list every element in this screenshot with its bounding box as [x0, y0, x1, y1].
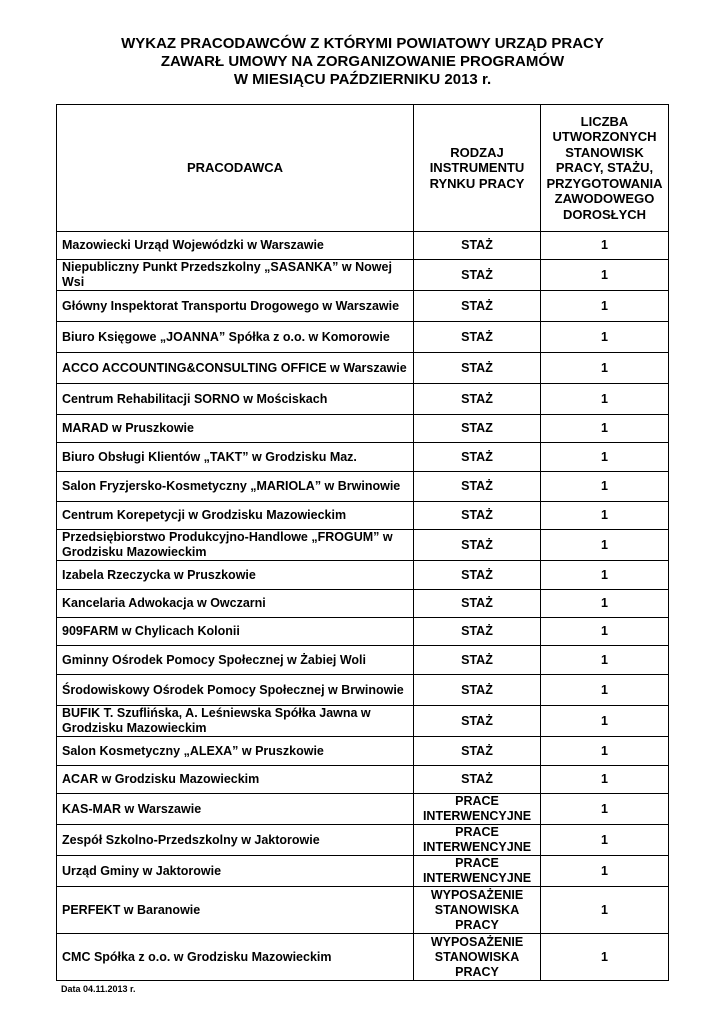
instrument-cell: PRACE INTERWENCYJNE	[414, 794, 541, 825]
table-row	[57, 322, 669, 353]
table-row	[57, 706, 669, 737]
employer-cell: Zespół Szkolno-Przedszkolny w Jaktorowie	[57, 825, 414, 856]
employer-cell: Salon Fryzjersko-Kosmetyczny „MARIOLA” w Brwinowie	[57, 472, 414, 502]
instrument-cell: PRACE INTERWENCYJNE	[414, 825, 541, 856]
instrument-cell: STAZ	[414, 415, 541, 443]
count-cell: 1	[541, 646, 669, 675]
count-cell: 1	[541, 561, 669, 590]
employer-cell: ACCO ACCOUNTING&CONSULTING OFFICE w Warszawie	[57, 353, 414, 384]
count-cell: 1	[541, 322, 669, 353]
table-row	[57, 384, 669, 415]
count-cell: 1	[541, 887, 669, 934]
employer-cell: Salon Kosmetyczny „ALEXA” w Pruszkowie	[57, 737, 414, 766]
employer-cell: KAS-MAR w Warszawie	[57, 794, 414, 825]
header-instrument: RODZAJ INSTRUMENTU RYNKU PRACY	[414, 105, 541, 232]
employer-cell: Niepubliczny Punkt Przedszkolny „SASANKA” w Nowej Wsi	[57, 260, 414, 291]
instrument-cell: STAŻ	[414, 443, 541, 472]
table-row	[57, 737, 669, 766]
instrument-cell: STAŻ	[414, 384, 541, 415]
document-title	[0, 35, 725, 89]
instrument-cell: STAŻ	[414, 766, 541, 794]
count-cell: 1	[541, 590, 669, 618]
table-row	[57, 618, 669, 646]
employer-cell: Główny Inspektorat Transportu Drogowego w Warszawie	[57, 291, 414, 322]
instrument-cell: STAŻ	[414, 530, 541, 561]
instrument-cell: WYPOSAŻENIE STANOWISKA PRACY	[414, 934, 541, 981]
table-row	[57, 887, 669, 934]
title-line-3: W MIESIĄCU PAŹDZIERNIKU 2013 r.	[233, 71, 492, 88]
employer-cell: Biuro Obsługi Klientów „TAKT” w Grodzisku Maz.	[57, 443, 414, 472]
instrument-cell: STAŻ	[414, 353, 541, 384]
instrument-cell: STAŻ	[414, 646, 541, 675]
employer-cell: Centrum Rehabilitacji SORNO w Mościskach	[57, 384, 414, 415]
table-row	[57, 675, 669, 706]
table-row	[57, 232, 669, 260]
table-row	[57, 934, 669, 981]
count-cell: 1	[541, 443, 669, 472]
count-cell: 1	[541, 618, 669, 646]
count-cell: 1	[541, 934, 669, 981]
employers-table	[56, 104, 669, 981]
count-cell: 1	[541, 706, 669, 737]
header-count: LICZBA UTWORZONYCH STANOWISK PRACY, STAŻU, PRZYGOTOWANIA ZAWODOWEGO DOROSŁYCH	[541, 105, 669, 232]
table-row	[57, 443, 669, 472]
employer-cell: Urząd Gminy w Jaktorowie	[57, 856, 414, 887]
employer-cell: 909FARM w Chylicach Kolonii	[57, 618, 414, 646]
count-cell: 1	[541, 794, 669, 825]
table-header-row	[57, 105, 669, 232]
count-cell: 1	[541, 353, 669, 384]
table-row	[57, 646, 669, 675]
instrument-cell: STAŻ	[414, 472, 541, 502]
table-row	[57, 766, 669, 794]
title-line-2: ZAWARŁ UMOWY NA ZORGANIZOWANIE PROGRAMÓW	[160, 53, 565, 70]
count-cell: 1	[541, 675, 669, 706]
instrument-cell: PRACE INTERWENCYJNE	[414, 856, 541, 887]
count-cell: 1	[541, 530, 669, 561]
instrument-cell: STAŻ	[414, 561, 541, 590]
count-cell: 1	[541, 232, 669, 260]
document-date: Data 04.11.2013 r.	[61, 984, 136, 994]
count-cell: 1	[541, 291, 669, 322]
instrument-cell: STAŻ	[414, 737, 541, 766]
employer-cell: Środowiskowy Ośrodek Pomocy Społecznej w Brwinowie	[57, 675, 414, 706]
instrument-cell: STAŻ	[414, 291, 541, 322]
table-row	[57, 530, 669, 561]
table-body	[57, 232, 669, 981]
instrument-cell: STAŻ	[414, 706, 541, 737]
count-cell: 1	[541, 384, 669, 415]
employer-cell: BUFIK T. Szuflińska, A. Leśniewska Spółka Jawna w Grodzisku Mazowieckim	[57, 706, 414, 737]
table-row	[57, 856, 669, 887]
instrument-cell: STAŻ	[414, 232, 541, 260]
employer-cell: CMC Spółka z o.o. w Grodzisku Mazowieckim	[57, 934, 414, 981]
table-row	[57, 502, 669, 530]
employer-cell: Przedsiębiorstwo Produkcyjno-Handlowe „FROGUM” w Grodzisku Mazowieckim	[57, 530, 414, 561]
table-row	[57, 794, 669, 825]
count-cell: 1	[541, 472, 669, 502]
table-row	[57, 291, 669, 322]
employer-cell: Kancelaria Adwokacja w Owczarni	[57, 590, 414, 618]
table-row	[57, 415, 669, 443]
count-cell: 1	[541, 825, 669, 856]
employer-cell: Centrum Korepetycji w Grodzisku Mazowieckim	[57, 502, 414, 530]
count-cell: 1	[541, 260, 669, 291]
employer-cell: Mazowiecki Urząd Wojewódzki w Warszawie	[57, 232, 414, 260]
instrument-cell: WYPOSAŻENIE STANOWISKA PRACY	[414, 887, 541, 934]
table-row	[57, 590, 669, 618]
employer-cell: Gminny Ośrodek Pomocy Społecznej w Żabiej Woli	[57, 646, 414, 675]
header-employer: PRACODAWCA	[57, 105, 414, 232]
employer-cell: MARAD w Pruszkowie	[57, 415, 414, 443]
count-cell: 1	[541, 856, 669, 887]
instrument-cell: STAŻ	[414, 618, 541, 646]
count-cell: 1	[541, 737, 669, 766]
table-row	[57, 472, 669, 502]
count-cell: 1	[541, 502, 669, 530]
instrument-cell: STAŻ	[414, 590, 541, 618]
employer-cell: ACAR w Grodzisku Mazowieckim	[57, 766, 414, 794]
employer-cell: PERFEKT w Baranowie	[57, 887, 414, 934]
table-row	[57, 561, 669, 590]
title-line-1: WYKAZ PRACODAWCÓW Z KTÓRYMI POWIATOWY URZĄD PRACY	[121, 35, 604, 52]
table-row	[57, 825, 669, 856]
employer-cell: Izabela Rzeczycka w Pruszkowie	[57, 561, 414, 590]
instrument-cell: STAŻ	[414, 260, 541, 291]
instrument-cell: STAŻ	[414, 675, 541, 706]
instrument-cell: STAŻ	[414, 502, 541, 530]
table-row	[57, 353, 669, 384]
instrument-cell: STAŻ	[414, 322, 541, 353]
employer-cell: Biuro Księgowe „JOANNA” Spółka z o.o. w Komorowie	[57, 322, 414, 353]
count-cell: 1	[541, 415, 669, 443]
table-row	[57, 260, 669, 291]
count-cell: 1	[541, 766, 669, 794]
